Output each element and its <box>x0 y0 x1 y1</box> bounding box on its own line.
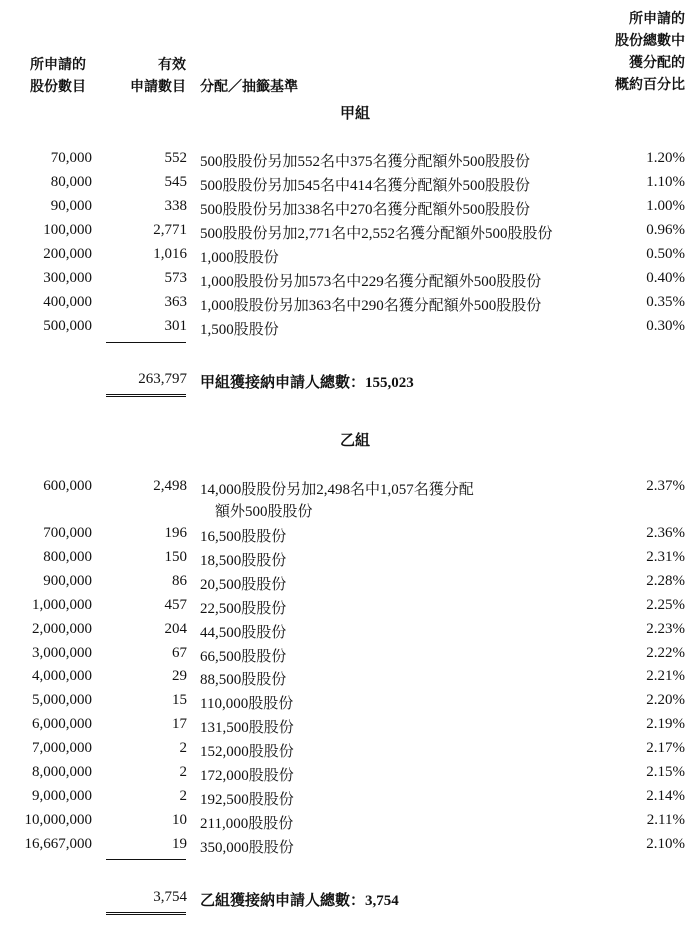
apps-cell: 150 <box>164 548 187 565</box>
group-b-total-label: 乙組獲接納申請人總數：3,754 <box>200 893 399 909</box>
table-row <box>0 621 699 645</box>
shares-cell: 1,000,000 <box>32 596 92 613</box>
table-row <box>0 764 699 788</box>
apps-cell: 2,771 <box>153 222 187 238</box>
basis-cell: 1,000股股份 <box>200 250 279 266</box>
basis-cell: 131,500股股份 <box>200 720 294 737</box>
shares-cell: 900,000 <box>43 572 92 589</box>
apps-cell: 196 <box>164 525 187 541</box>
pct-cell: 2.10% <box>646 835 685 852</box>
pct-cell: 2.37% <box>646 478 685 494</box>
apps-cell: 2 <box>179 740 187 757</box>
table-row <box>0 294 699 318</box>
shares-cell: 16,667,000 <box>24 835 92 852</box>
apps-cell: 573 <box>164 270 187 286</box>
pct-cell: 2.14% <box>646 787 685 804</box>
shares-cell: 70,000 <box>50 150 92 166</box>
basis-cell: 16,500股股份 <box>200 529 287 545</box>
table-row <box>0 150 699 174</box>
table-row <box>0 668 699 692</box>
shares-cell: 2,000,000 <box>32 620 92 637</box>
table-row <box>0 692 699 716</box>
apps-cell: 17 <box>172 716 187 733</box>
group-a-total-label: 甲組獲接納申請人總數：155,023 <box>200 375 414 391</box>
group-a-title: 甲組 <box>340 104 371 122</box>
basis-cell: 211,000股股份 <box>200 815 294 832</box>
basis-cell: 1,500股股份 <box>200 322 279 338</box>
pct-cell: 2.11% <box>646 811 685 828</box>
basis-cell: 500股股份另加552名中375名獲分配額外500股股份 <box>200 154 531 170</box>
shares-cell: 600,000 <box>43 478 92 494</box>
shares-cell: 90,000 <box>50 198 92 214</box>
pct-cell: 1.20% <box>646 150 685 166</box>
apps-cell: 204 <box>164 620 187 637</box>
shares-cell: 80,000 <box>50 174 92 190</box>
subtotal-rule-b <box>106 859 186 860</box>
pct-cell: 0.50% <box>646 246 685 262</box>
group-b-title: 乙組 <box>340 431 371 449</box>
shares-cell: 700,000 <box>43 525 92 541</box>
basis-cell: 1,000股股份另加573名中229名獲分配額外500股股份 <box>200 274 542 290</box>
shares-cell: 500,000 <box>43 318 92 334</box>
apps-cell: 2,498 <box>153 478 187 494</box>
pct-cell: 0.40% <box>646 270 685 286</box>
shares-cell: 200,000 <box>43 246 92 262</box>
pct-cell: 2.15% <box>646 764 685 780</box>
shares-cell: 300,000 <box>43 270 92 286</box>
basis-cell: 44,500股股份 <box>200 624 287 641</box>
pct-cell: 2.31% <box>646 548 685 565</box>
apps-cell: 86 <box>172 572 187 589</box>
table-row <box>0 716 699 740</box>
subtotal-rule-a <box>106 342 186 343</box>
pct-cell: 2.20% <box>646 692 685 709</box>
header-allocation-percentage: 所申請的 股份總數中 獲分配的 概約百分比 <box>615 11 685 93</box>
table-row <box>0 270 699 294</box>
table-row <box>0 573 699 597</box>
apps-cell: 363 <box>164 294 187 310</box>
table-row <box>0 174 699 198</box>
apps-cell: 552 <box>164 150 187 166</box>
table-row <box>0 597 699 621</box>
apps-cell: 2 <box>179 787 187 804</box>
basis-cell: 152,000股股份 <box>200 744 294 761</box>
total-double-rule-b <box>106 912 186 915</box>
table-row <box>0 318 699 342</box>
header-valid-applications: 有效 申請數目 <box>130 57 186 95</box>
apps-cell: 545 <box>164 174 187 190</box>
basis-cell: 22,500股股份 <box>200 600 287 617</box>
shares-cell: 7,000,000 <box>32 740 92 757</box>
table-row <box>0 812 699 836</box>
shares-cell: 9,000,000 <box>32 787 92 804</box>
header-allocation-basis: 分配／抽籤基準 <box>200 79 298 95</box>
pct-cell: 0.96% <box>646 222 685 238</box>
pct-cell: 2.36% <box>646 525 685 541</box>
basis-cell: 500股股份另加545名中414名獲分配額外500股股份 <box>200 178 531 194</box>
basis-cell-continued: 額外500股股份 <box>215 504 313 520</box>
group-a-total-apps: 263,797 <box>138 371 187 387</box>
shares-cell: 800,000 <box>43 548 92 565</box>
pct-cell: 2.19% <box>646 716 685 733</box>
basis-cell: 88,500股股份 <box>200 672 287 689</box>
shares-cell: 10,000,000 <box>24 811 92 828</box>
basis-cell: 110,000股股份 <box>200 696 294 713</box>
basis-cell: 172,000股股份 <box>200 768 294 784</box>
apps-cell: 1,016 <box>153 246 187 262</box>
table-row <box>0 222 699 246</box>
basis-cell: 1,000股股份另加363名中290名獲分配額外500股股份 <box>200 298 542 314</box>
pct-cell: 1.10% <box>646 174 685 190</box>
pct-cell: 2.22% <box>646 644 685 661</box>
shares-cell: 5,000,000 <box>32 692 92 709</box>
shares-cell: 3,000,000 <box>32 644 92 661</box>
apps-cell: 457 <box>164 596 187 613</box>
apps-cell: 301 <box>164 318 187 334</box>
basis-cell: 192,500股股份 <box>200 791 294 808</box>
shares-cell: 100,000 <box>43 222 92 238</box>
apps-cell: 338 <box>164 198 187 214</box>
pct-cell: 2.28% <box>646 572 685 589</box>
apps-cell: 29 <box>172 668 187 685</box>
basis-cell: 66,500股股份 <box>200 648 287 665</box>
pct-cell: 2.21% <box>646 668 685 685</box>
group-b-total-apps: 3,754 <box>153 889 187 905</box>
basis-cell: 500股股份另加2,771名中2,552名獲分配額外500股股份 <box>200 226 553 242</box>
table-row <box>0 788 699 812</box>
basis-cell: 350,000股股份 <box>200 839 294 856</box>
apps-cell: 2 <box>179 764 187 780</box>
shares-cell: 6,000,000 <box>32 716 92 733</box>
apps-cell: 67 <box>172 644 187 661</box>
basis-cell: 14,000股股份另加2,498名中1,057名獲分配 <box>200 482 474 498</box>
shares-cell: 400,000 <box>43 294 92 310</box>
basis-cell: 500股股份另加338名中270名獲分配額外500股股份 <box>200 202 531 218</box>
pct-cell: 2.23% <box>646 620 685 637</box>
header-shares-applied: 所申請的 股份數目 <box>30 57 86 95</box>
pct-cell: 0.35% <box>646 294 685 310</box>
table-row <box>0 645 699 669</box>
table-row <box>0 740 699 764</box>
apps-cell: 15 <box>172 692 187 709</box>
table-row <box>0 836 699 860</box>
table-row <box>0 478 699 524</box>
table-row <box>0 198 699 222</box>
total-double-rule-a <box>106 394 186 397</box>
pct-cell: 0.30% <box>646 318 685 334</box>
basis-cell: 20,500股股份 <box>200 576 287 593</box>
table-row <box>0 525 699 549</box>
basis-cell: 18,500股股份 <box>200 552 287 569</box>
shares-cell: 8,000,000 <box>32 764 92 780</box>
table-row <box>0 246 699 270</box>
shares-cell: 4,000,000 <box>32 668 92 685</box>
pct-cell: 1.00% <box>646 198 685 214</box>
pct-cell: 2.17% <box>646 740 685 757</box>
apps-cell: 10 <box>172 811 187 828</box>
apps-cell: 19 <box>172 835 187 852</box>
pct-cell: 2.25% <box>646 596 685 613</box>
table-row <box>0 549 699 573</box>
